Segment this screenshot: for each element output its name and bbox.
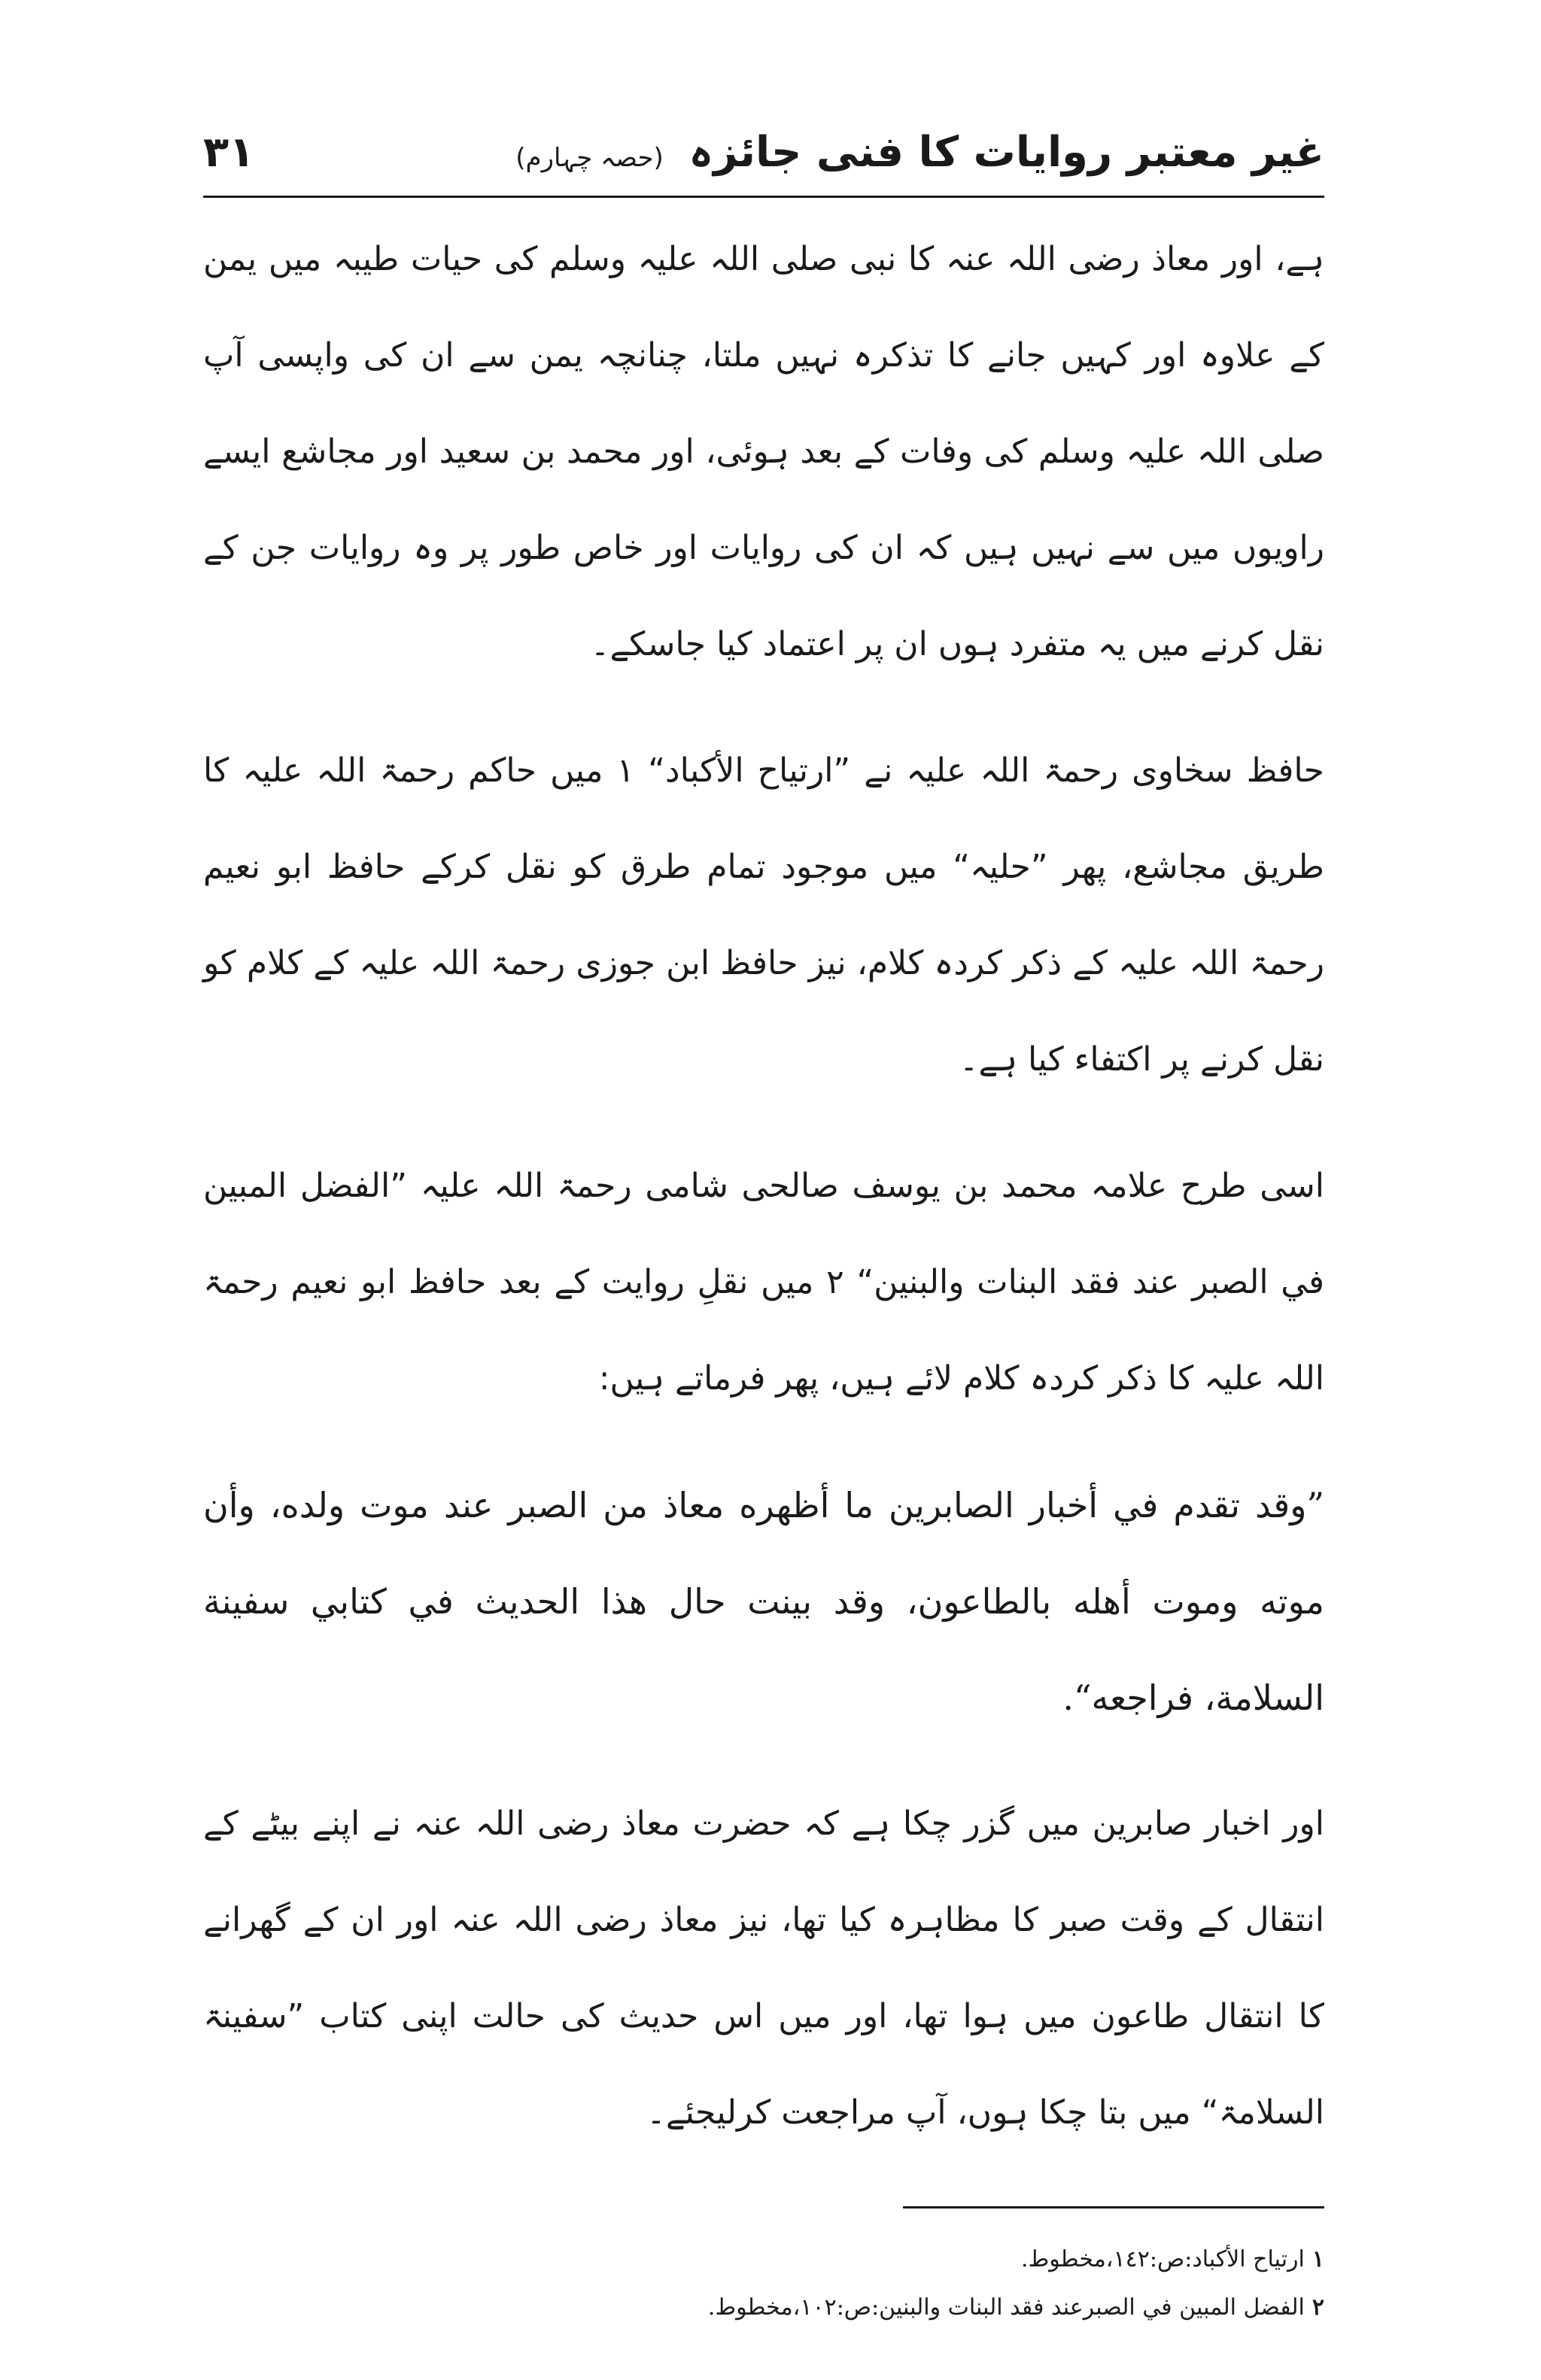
book-page — [203, 113, 1324, 2332]
paragraph-5: اور اخبار صابرین میں گزر چکا ہے کہ حضرت معاذ رضی اللہ عنہ نے اپنے بیٹے کے انتقال کے وقت صبر کا مظاہرہ کیا تھا، نیز معاذ رضی اللہ عنہ اور ان کے گھرانے کا انتقال طاعون میں ہوا تھا، اور میں اس حدیث کی حالت اپنی کتاب ”سفینۃ السلامۃ“ میں بتا چکا ہوں، آپ مراجعت کرلیجئے۔ — [203, 1805, 1324, 2132]
footnote-text: ارتياح الأكباد:ص:١٤٢،مخطوط. — [1020, 2246, 1305, 2272]
page-header — [203, 113, 1324, 198]
arabic-quotation: ”وقد تقدم في أخبار الصابرين ما أظهره معاذ من الصبر عند موت ولده، وأن موته وموت أهله بالطاعون، وقد بينت حال هذا الحديث في كتابي سفينة السلامة، فراجعه“. — [203, 1485, 1324, 1718]
footnote-divider — [903, 2206, 1324, 2208]
page-number: ۳۱ — [203, 128, 255, 177]
footnote-1 — [203, 2236, 1324, 2284]
footnote-text: الفضل المبين في الصبرعند فقد البنات والبنين:ص:١٠٢،مخطوط. — [707, 2294, 1305, 2321]
footnote-marker: ۱ — [1312, 2246, 1324, 2272]
footnotes — [203, 2236, 1324, 2332]
page-body — [203, 211, 1324, 2161]
running-title-text: غیر معتبر روایات کا فنی جائزہ — [688, 128, 1324, 177]
paragraph-2: حافظ سخاوی رحمۃ اللہ علیہ نے ”ارتیاح الأکباد“ ۱ میں حاکم رحمۃ اللہ علیہ کا طریق مجاشع، پھر ”حلیہ“ میں موجود تمام طرق کو نقل کرکے حافظ ابو نعیم رحمۃ اللہ علیہ کے ذکر کردہ کلام، نیز حافظ ابن جوزی رحمۃ اللہ علیہ کے کلام کو نقل کرنے پر اکتفاء کیا ہے۔ — [203, 751, 1324, 1079]
footnote-marker: ۲ — [1312, 2294, 1324, 2321]
paragraph-1: ہے، اور معاذ رضی اللہ عنہ کا نبی صلی اللہ علیہ وسلم کی حیات طیبہ میں یمن کے علاوہ اور کہیں جانے کا تذکرہ نہیں ملتا، چنانچہ یمن سے ان کی واپسی آپ صلی اللہ علیہ وسلم کی وفات کے بعد ہوئی، اور محمد بن سعید اور مجاشع ایسے راویوں میں سے نہیں ہیں کہ ان کی روایات اور خاص طور پر وہ روایات جن کے نقل کرنے میں یہ متفرد ہوں ان پر اعتماد کیا جاسکے۔ — [203, 240, 1324, 663]
footnote-2 — [203, 2284, 1324, 2332]
running-title — [515, 128, 1324, 177]
running-subtitle: (حصہ چہارم) — [515, 143, 664, 173]
paragraph-3: اسی طرح علامہ محمد بن یوسف صالحی شامی رحمۃ اللہ علیہ ”الفضل المبین في الصبر عند فقد البنات والبنین“ ۲ میں نقلِ روایت کے بعد حافظ ابو نعیم رحمۃ اللہ علیہ کا ذکر کردہ کلام لائے ہیں، پھر فرماتے ہیں: — [203, 1167, 1324, 1398]
